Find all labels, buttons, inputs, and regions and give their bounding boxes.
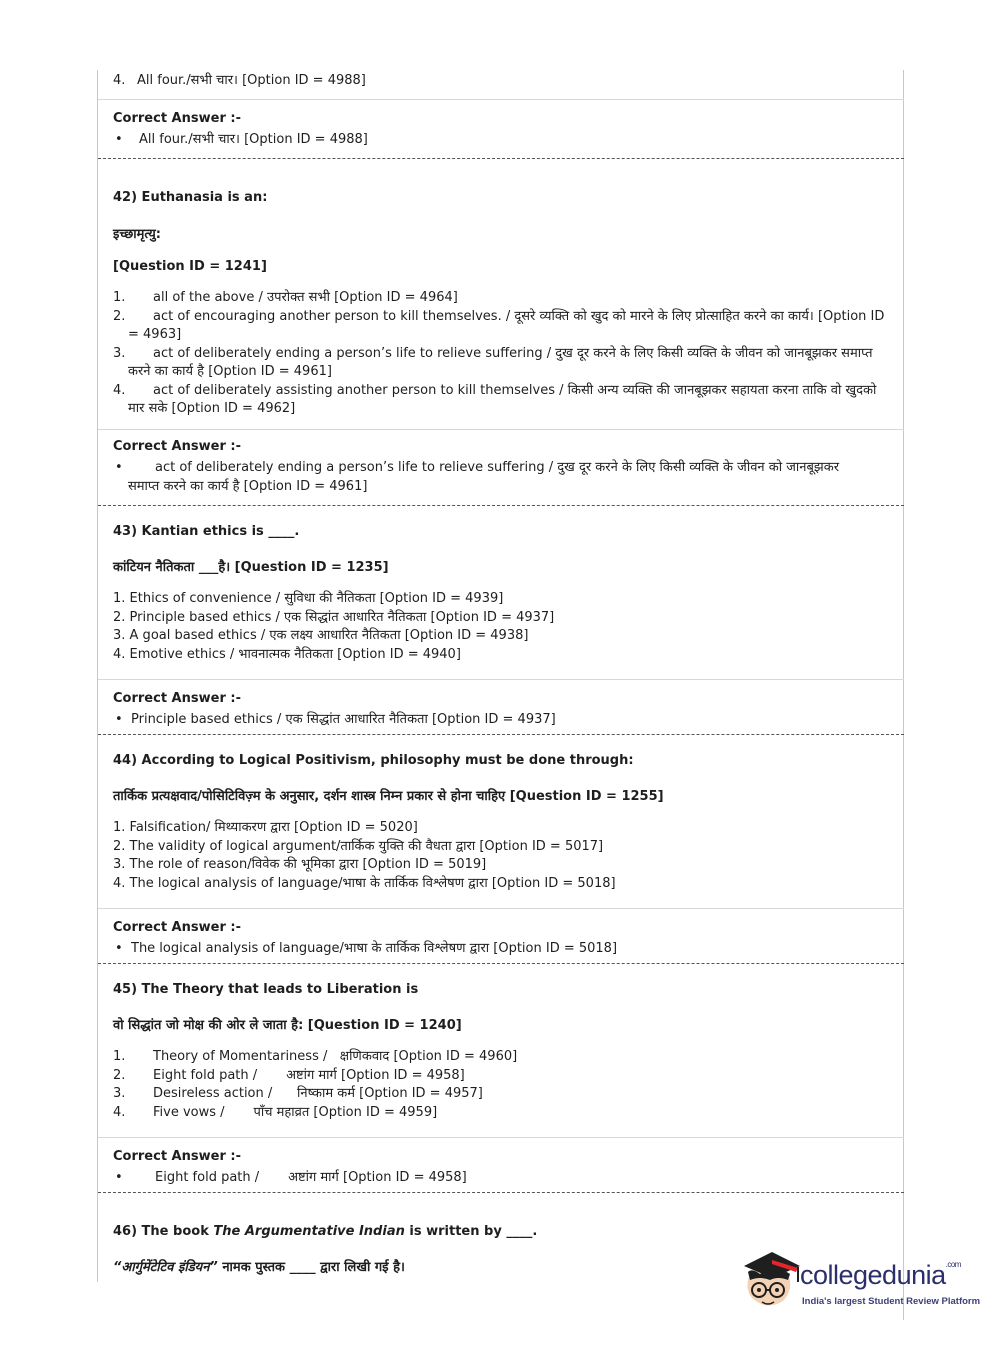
question-title: 43) Kantian ethics is ____. — [113, 524, 300, 539]
option-row: 4. The logical analysis of language/भाषा के तार्किक विश्लेषण द्वारा [Option ID = 5018] — [113, 875, 616, 891]
correct-answer-label: Correct Answer :- — [113, 111, 241, 126]
question-hindi: कांटियन नैतिकता ___है। [Question ID = 1235] — [113, 560, 389, 575]
correct-answer-label: Correct Answer :- — [113, 691, 241, 706]
q41-correct-answer — [98, 100, 904, 158]
option-row: 2. Eight fold path / अष्टांग मार्ग [Option ID = 4958] — [113, 1067, 465, 1083]
correct-answer-text: • Eight fold path / अष्टांग मार्ग [Option ID = 4958] — [115, 1170, 467, 1185]
student-mascot-icon — [738, 1248, 802, 1318]
option-row: 4. Emotive ethics / भावनात्मक नैतिकता [Option ID = 4940] — [113, 646, 461, 662]
q41-options — [98, 70, 904, 99]
correct-answer-text: • act of deliberately ending a person’s life to relieve suffering / दुख दूर करने के लिए किसी व्यक्ति के जीवन को जानबूझकर — [115, 460, 840, 475]
question-42 — [98, 159, 904, 429]
question-hindi: इच्छामृत्यु: — [113, 227, 161, 242]
option-row: 1. Falsification/ मिथ्याकरण द्वारा [Option ID = 5020] — [113, 820, 418, 835]
option-row: 2. act of encouraging another person to kill themselves. / दूसरे व्यक्ति को खुद को मारने के लिए प्रोत्साहित करने का कार्य। [Option ID — [113, 308, 885, 324]
option-list — [113, 1048, 889, 1122]
question-title: 46) The book The Argumentative Indian is written by ____. — [113, 1224, 538, 1239]
option-row: 4. Five vows / पाँच महाव्रत [Option ID = 4959] — [113, 1104, 438, 1120]
q42-correct-answer: Correct Answer :- • act of deliberately ending a person’s life to relieve suffering / दुख दूर करने के लिए किसी व्यक्ति के जीवन को जानबूझकर समाप्त करने का कार्य है [Option ID = 4961] — [98, 430, 904, 505]
question-45 — [98, 964, 904, 1137]
option-row: 1. Theory of Momentariness / क्षणिकवाद [Option ID = 4960] — [113, 1049, 518, 1064]
option-row: 3. Desireless action / निष्काम कर्म [Option ID = 4957] — [113, 1086, 483, 1101]
option-row: 4. All four./सभी चार। [Option ID = 4988] — [113, 73, 366, 88]
option-row: 1. all of the above / उपरोक्त सभी [Option ID = 4964] — [113, 290, 458, 305]
option-list — [113, 819, 889, 893]
option-row: 2. Principle based ethics / एक सिद्धांत आधारित नैतिकता [Option ID = 4937] — [113, 609, 555, 625]
question-title: 44) According to Logical Positivism, philosophy must be done through: — [113, 753, 634, 768]
question-title: 42) Euthanasia is an: — [113, 190, 268, 205]
collegedunia-logo[interactable] — [738, 1246, 981, 1326]
q43-correct-answer — [98, 680, 904, 734]
option-list: 1. all of the above / उपरोक्त सभी [Option ID = 4964] 2. act of encouraging another person to kill themselves. / दूसरे व्यक्ति को खुद को मारने के लिए प्रोत्साहित करने का कार्य। [Option ID = 4963] 3. act of deliberately ending a person’s life to relieve suffering / दुख दूर करने के लिए किसी व्यक्ति के जीवन को जानबूझकर समाप्त करने का कार्य है [Option ID = 4961] 4. act of deliberately assisting another person to kill themselves / किसी अन्य व्यक्ति की जानबूझकर सहायता करना ताकि वो खुदको मार सके [Option ID = 4962] — [113, 289, 889, 419]
question-hindi: “आर्गुमेंटेटिव इंडियन” नामक पुस्तक ____ द्वारा लिखी गई है। — [113, 1260, 405, 1275]
question-id: [Question ID = 1241] — [113, 259, 267, 274]
correct-answer-text: • All four./सभी चार। [Option ID = 4988] — [115, 132, 368, 147]
correct-answer-label: Correct Answer :- — [113, 439, 241, 454]
option-list — [113, 590, 889, 664]
correct-answer-text: • Principle based ethics / एक सिद्धांत आधारित नैतिकता [Option ID = 4937] — [115, 712, 556, 727]
logo-tagline: India's largest Student Review Platform — [802, 1296, 981, 1307]
option-row: 3. A goal based ethics / एक लक्ष्य आधारित नैतिकता [Option ID = 4938] — [113, 628, 529, 643]
option-row: 3. act of deliberately ending a person’s life to relieve suffering / दुख दूर करने के लिए किसी व्यक्ति के जीवन को जानबूझकर समाप्त — [113, 345, 873, 361]
logo-wordmark: collegedunia$^{.com}$ — [800, 1260, 961, 1290]
correct-answer-label: Correct Answer :- — [113, 920, 241, 935]
q45-correct-answer — [98, 1138, 904, 1192]
question-title: 45) The Theory that leads to Liberation is — [113, 982, 419, 997]
option-row: 3. The role of reason/विवेक की भूमिका द्वारा [Option ID = 5019] — [113, 857, 487, 872]
correct-answer-text: • The logical analysis of language/भाषा के तार्किक विश्लेषण द्वारा [Option ID = 5018] — [115, 941, 618, 956]
question-44 — [98, 735, 904, 908]
option-row: 2. The validity of logical argument/तार्किक युक्ति की वैधता द्वारा [Option ID = 5017] — [113, 838, 604, 854]
question-paper — [98, 70, 904, 1277]
question-43 — [98, 506, 904, 679]
question-hindi: तार्किक प्रत्यक्षवाद/पोसिटिविज़्म के अनुसार, दर्शन शास्त्र निम्न प्रकार से होना चाहिए [Question ID = 1255] — [113, 789, 664, 804]
question-hindi: वो सिद्धांत जो मोक्ष की ओर ले जाता है: [Question ID = 1240] — [113, 1018, 462, 1033]
correct-answer-label: Correct Answer :- — [113, 1149, 241, 1164]
q44-correct-answer — [98, 909, 904, 963]
option-row: 1. Ethics of convenience / सुविधा की नैतिकता [Option ID = 4939] — [113, 591, 504, 606]
option-row: 4. act of deliberately assisting another person to kill themselves / किसी अन्य व्यक्ति की जानबूझकर सहायता करना ताकि वो खुदको — [113, 382, 877, 398]
